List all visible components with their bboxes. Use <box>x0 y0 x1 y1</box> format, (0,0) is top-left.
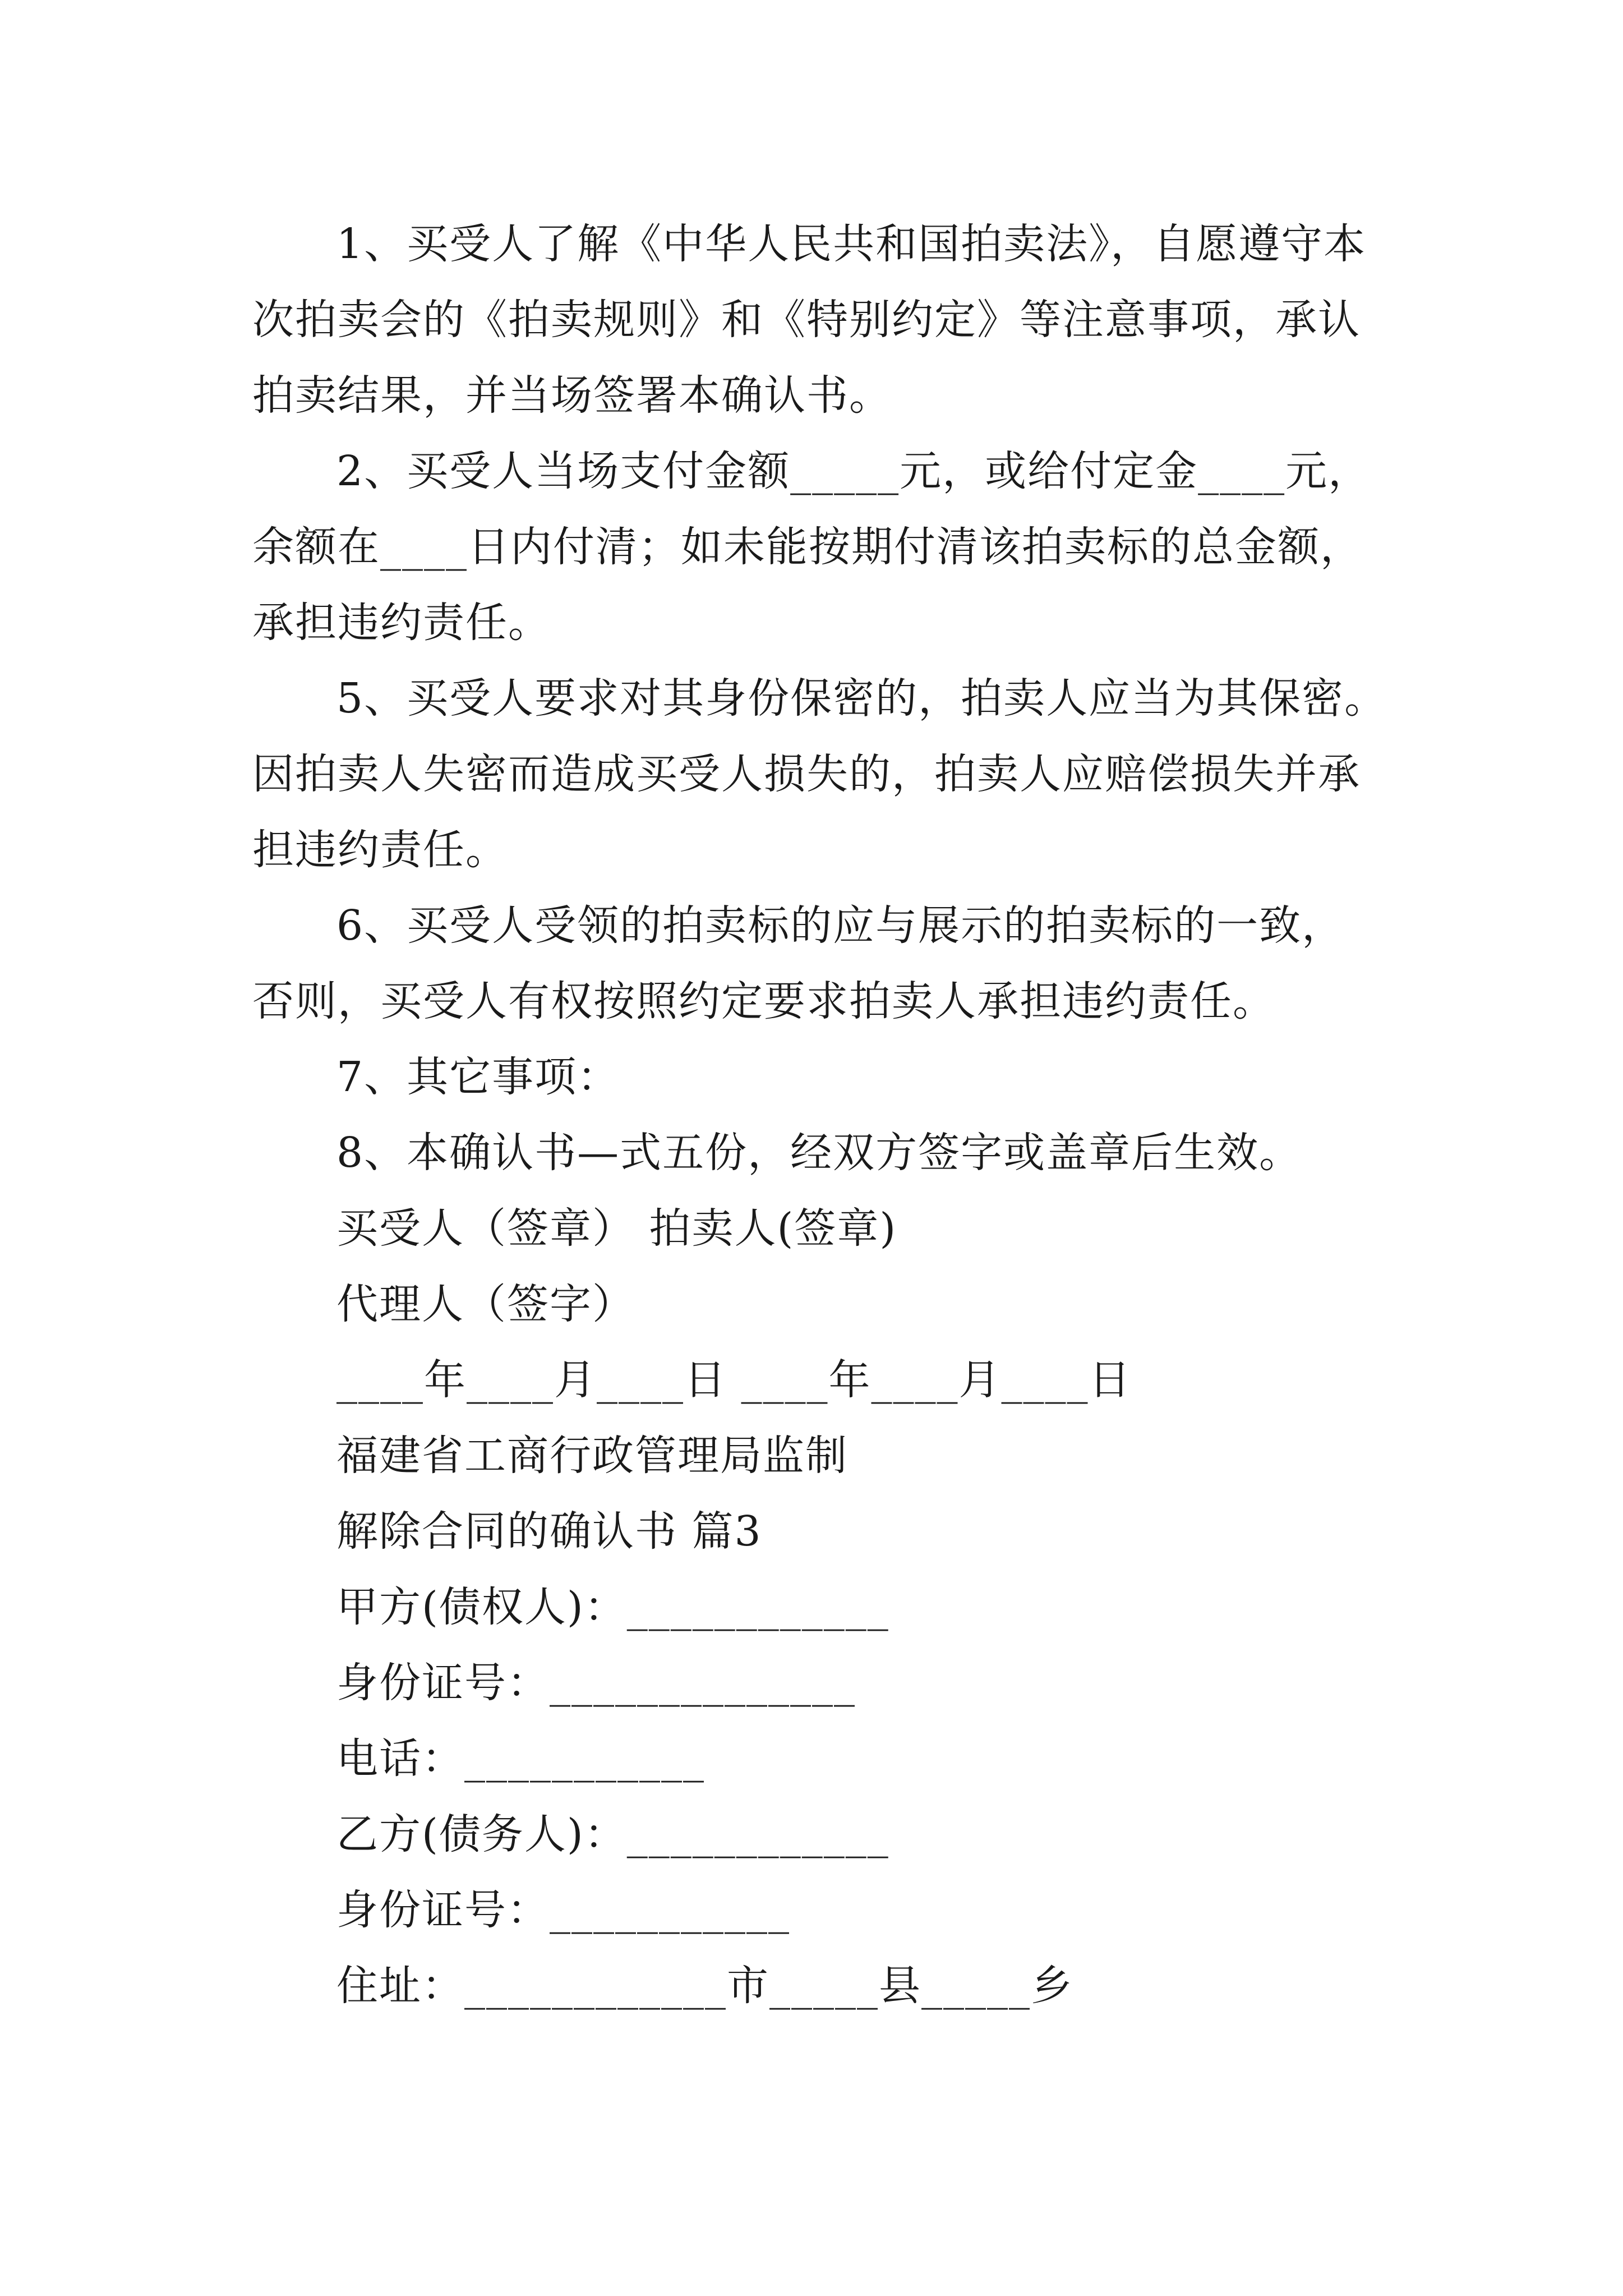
text-line-7: 5、买受人要求对其身份保密的，拍卖人应当为其保密。 <box>336 674 1387 723</box>
text-line-12: 7、其它事项： <box>336 1053 620 1101</box>
text-line-14: 买受人（签章） 拍卖人(签章) <box>336 1204 897 1253</box>
text-line-24: 住址：____________市_____县_____乡 <box>336 1962 1073 2010</box>
text-line-10: 6、买受人受领的拍卖标的应与展示的拍卖标的一致， <box>336 901 1345 950</box>
text-line-18: 解除合同的确认书 篇3 <box>336 1507 762 1556</box>
text-line-15: 代理人（签字） <box>336 1280 635 1328</box>
text-line-4: 2、买受人当场支付金额_____元，或给付定金____元， <box>336 447 1371 495</box>
text-line-2: 次拍卖会的《拍卖规则》和《特别约定》等注意事项，承认 <box>252 296 1361 344</box>
text-line-5: 余额在____日内付清；如未能按期付清该拍卖标的总金额， <box>252 523 1363 571</box>
text-line-21: 电话：___________ <box>336 1734 705 1783</box>
text-line-17: 福建省工商行政管理局监制 <box>336 1432 848 1480</box>
text-line-11: 否则，买受人有权按照约定要求拍卖人承担违约责任。 <box>252 977 1275 1025</box>
text-line-13: 8、本确认书—式五份，经双方签字或盖章后生效。 <box>336 1129 1302 1177</box>
text-line-16: ____年____月____日 ____年____月____日 <box>336 1356 1132 1404</box>
text-line-20: 身份证号：______________ <box>336 1659 856 1707</box>
text-line-1: 1、买受人了解《中华人民共和国拍卖法》，自愿遵守本 <box>336 220 1367 268</box>
text-line-8: 因拍卖人失密而造成买受人损失的，拍卖人应赔偿损失并承 <box>252 750 1361 798</box>
text-line-6: 承担违约责任。 <box>252 599 551 647</box>
text-line-23: 身份证号：___________ <box>336 1886 790 1934</box>
text-line-22: 乙方(债务人)：____________ <box>336 1810 889 1858</box>
text-line-19: 甲方(债权人)：____________ <box>336 1583 889 1631</box>
text-line-9: 担违约责任。 <box>252 826 508 874</box>
text-line-3: 拍卖结果，并当场签署本确认书。 <box>252 371 892 420</box>
